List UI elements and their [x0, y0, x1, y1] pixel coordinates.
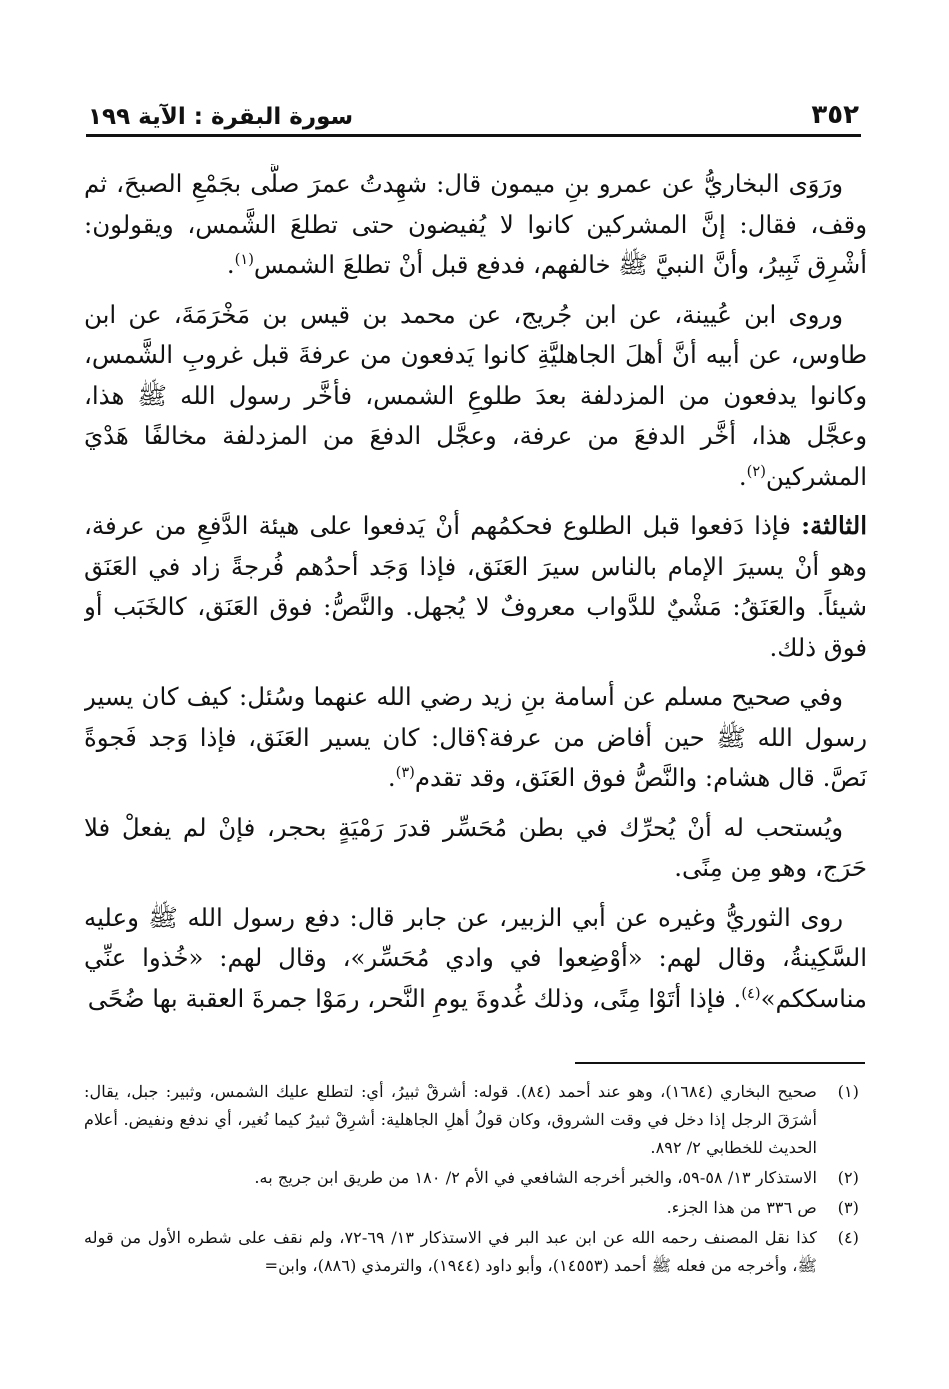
- footnote-4: [84, 1224, 859, 1280]
- paragraph-5: [84, 808, 867, 889]
- footnote-number: (٢): [837, 1168, 859, 1187]
- footnote-number: (١): [837, 1082, 859, 1101]
- main-text: [84, 164, 867, 1044]
- paragraph-6-text-b: . فإذا أتَوْا مِنًى، وذلك غُدوةَ يومِ النَّحر، رمَوْا جمرةَ العقبة بها ضُحًى: [87, 983, 742, 1013]
- running-title: سورة البقرة : الآية ١٩٩: [88, 104, 354, 130]
- paragraph-3-text: فإذا دَفعوا قبل الطلوع فحكمُهم أنْ يَدفعوا على هيئة الدَّفعِ من عرفة، وهو أنْ يسيرَ الإمام بالناس سيرَ العَنَق، فإذا وَجَد أحدُهم فُرجةً زاد في العَنَق شيئاً. والعَنَقُ: مَشْيٌ للدَّواب معروفٌ لا يُجهل. والنَّصُّ: فوق العَنَق، كالخَبَب أو فوق ذلك.: [84, 511, 867, 662]
- footnote-text: كذا نقل المصنف رحمه الله عن ابن عبد البر في الاستذكار ١٣/ ٦٩-٧٢، ولم نقف على شطره الأول من قوله ﷺ، وأخرجه من فعله ﷺ أحمد (١٤٥٥٣)، وأبو داود (١٩٤٤)، والترمذي (٨٨٦)، وابن=: [84, 1228, 817, 1275]
- footnotes: [84, 1078, 859, 1282]
- header-rule: [86, 134, 861, 137]
- footnote-2: [84, 1164, 859, 1192]
- footnote-ref-3: (٣): [395, 763, 415, 781]
- paragraph-2-end: .: [738, 461, 747, 491]
- paragraph-4-end: .: [387, 763, 396, 792]
- paragraph-4-text: وفي صحيح مسلم عن أسامة بنِ زيد رضي الله عنهما وسُئل: كيف كان يسير رسول الله ﷺ حين أفاض من عرفة؟قال: كان يسير العَنَق، فإذا وَجد فَجوةً نَصَّ. قال هشام: والنَّصُّ فوق العَنَق، وقد تقدم: [84, 682, 867, 792]
- footnote-text: ص ٣٣٦ من هذا الجزء.: [666, 1198, 817, 1217]
- footnote-ref-2: (٢): [746, 462, 766, 480]
- footnote-ref-1: (١): [234, 250, 254, 268]
- paragraph-5-text: ويُستحب له أنْ يُحرِّك في بطن مُحَسِّر قدرَ رَمْيَةٍ بحجر، فإنْ لم يفعلْ فلا حَرَج، وهو مِن مِنًى.: [84, 812, 867, 882]
- footnote-number: (٣): [837, 1198, 859, 1217]
- footnote-1: [84, 1078, 859, 1162]
- paragraph-1: [84, 164, 867, 286]
- paragraph-2-text: وروى ابن عُيينة، عن ابن جُريج، عن محمد بن قيس بن مَخْرَمَةَ، عن ابن طاوس، عن أبيه أنَّ أهلَ الجاهليَّةِ كانوا يَدفعون من عرفةَ قبل غروبِ الشَّمس، وكانوا يدفعون من المزدلفة بعدَ طلوعِ الشمس، فأخَّر رسول الله ﷺ هذا، وعجَّل هذا، أخَّر الدفعَ من عرفة، وعجَّل الدفعَ من المزدلفة مخالفًا هَدْيَ المشركين: [84, 299, 867, 491]
- page-number: ٣٥٢: [811, 100, 859, 130]
- paragraph-1-end: .: [226, 250, 235, 279]
- footnote-text: الاستذكار ١٣/ ٥٨-٥٩، والخبر أخرجه الشافعي في الأم ٢/ ١٨٠ من طريق ابن جريج به.: [254, 1168, 817, 1187]
- footnote-number: (٤): [837, 1228, 859, 1247]
- footnote-3: [84, 1194, 859, 1222]
- footnote-separator: [575, 1062, 865, 1064]
- footnote-ref-4: (٤): [741, 984, 761, 1002]
- paragraph-3-lead: الثالثة:: [801, 511, 867, 540]
- paragraph-3: [84, 506, 867, 668]
- paragraph-4: [84, 677, 867, 799]
- paragraph-2: [84, 295, 867, 498]
- footnote-text: صحيح البخاري (١٦٨٤)، وهو عند أحمد (٨٤). قوله: أشرقْ ثبيرُ، أي: لتطلع عليك الشمس، وثبير: جبل، يقال: أشرَقَ الرجل إذا دخل في وقت الشروق، وكان قولُ أهلِ الجاهلية: أشرِقْ ثبيرُ كيما نُغير، أي ندفع ونفيض. أعلام الحديث للخطابي ٢/ ٨٩٢.: [84, 1082, 817, 1157]
- paragraph-1-text: ورَوَى البخاريُّ عن عمرو بنِ ميمون قال: شهِدتُ عمرَ صلَّى بجَمْعِ الصبحَ، ثم وقف، فقال: إنَّ المشركين كانوا لا يُفيضون حتى تطلعَ الشَّمس، ويقولون: أشْرِق ثَبِيرُ، وأنَّ النبيَّ ﷺ خالفهم، فدفع قبل أنْ تطلعَ الشمس: [84, 169, 867, 279]
- paragraph-6: [84, 898, 867, 1020]
- paragraph-6-text-a: روى الثوريُّ وغيره عن أبي الزبير، عن جابر قال: دفع رسول الله ﷺ وعليه السَّكِينةُ، وقال لهم: «أوْضِعوا في وادي مُحَسِّر»، وقال لهم: «خُذوا عنِّي مناسككم»: [84, 902, 867, 1013]
- page-header: [88, 94, 859, 130]
